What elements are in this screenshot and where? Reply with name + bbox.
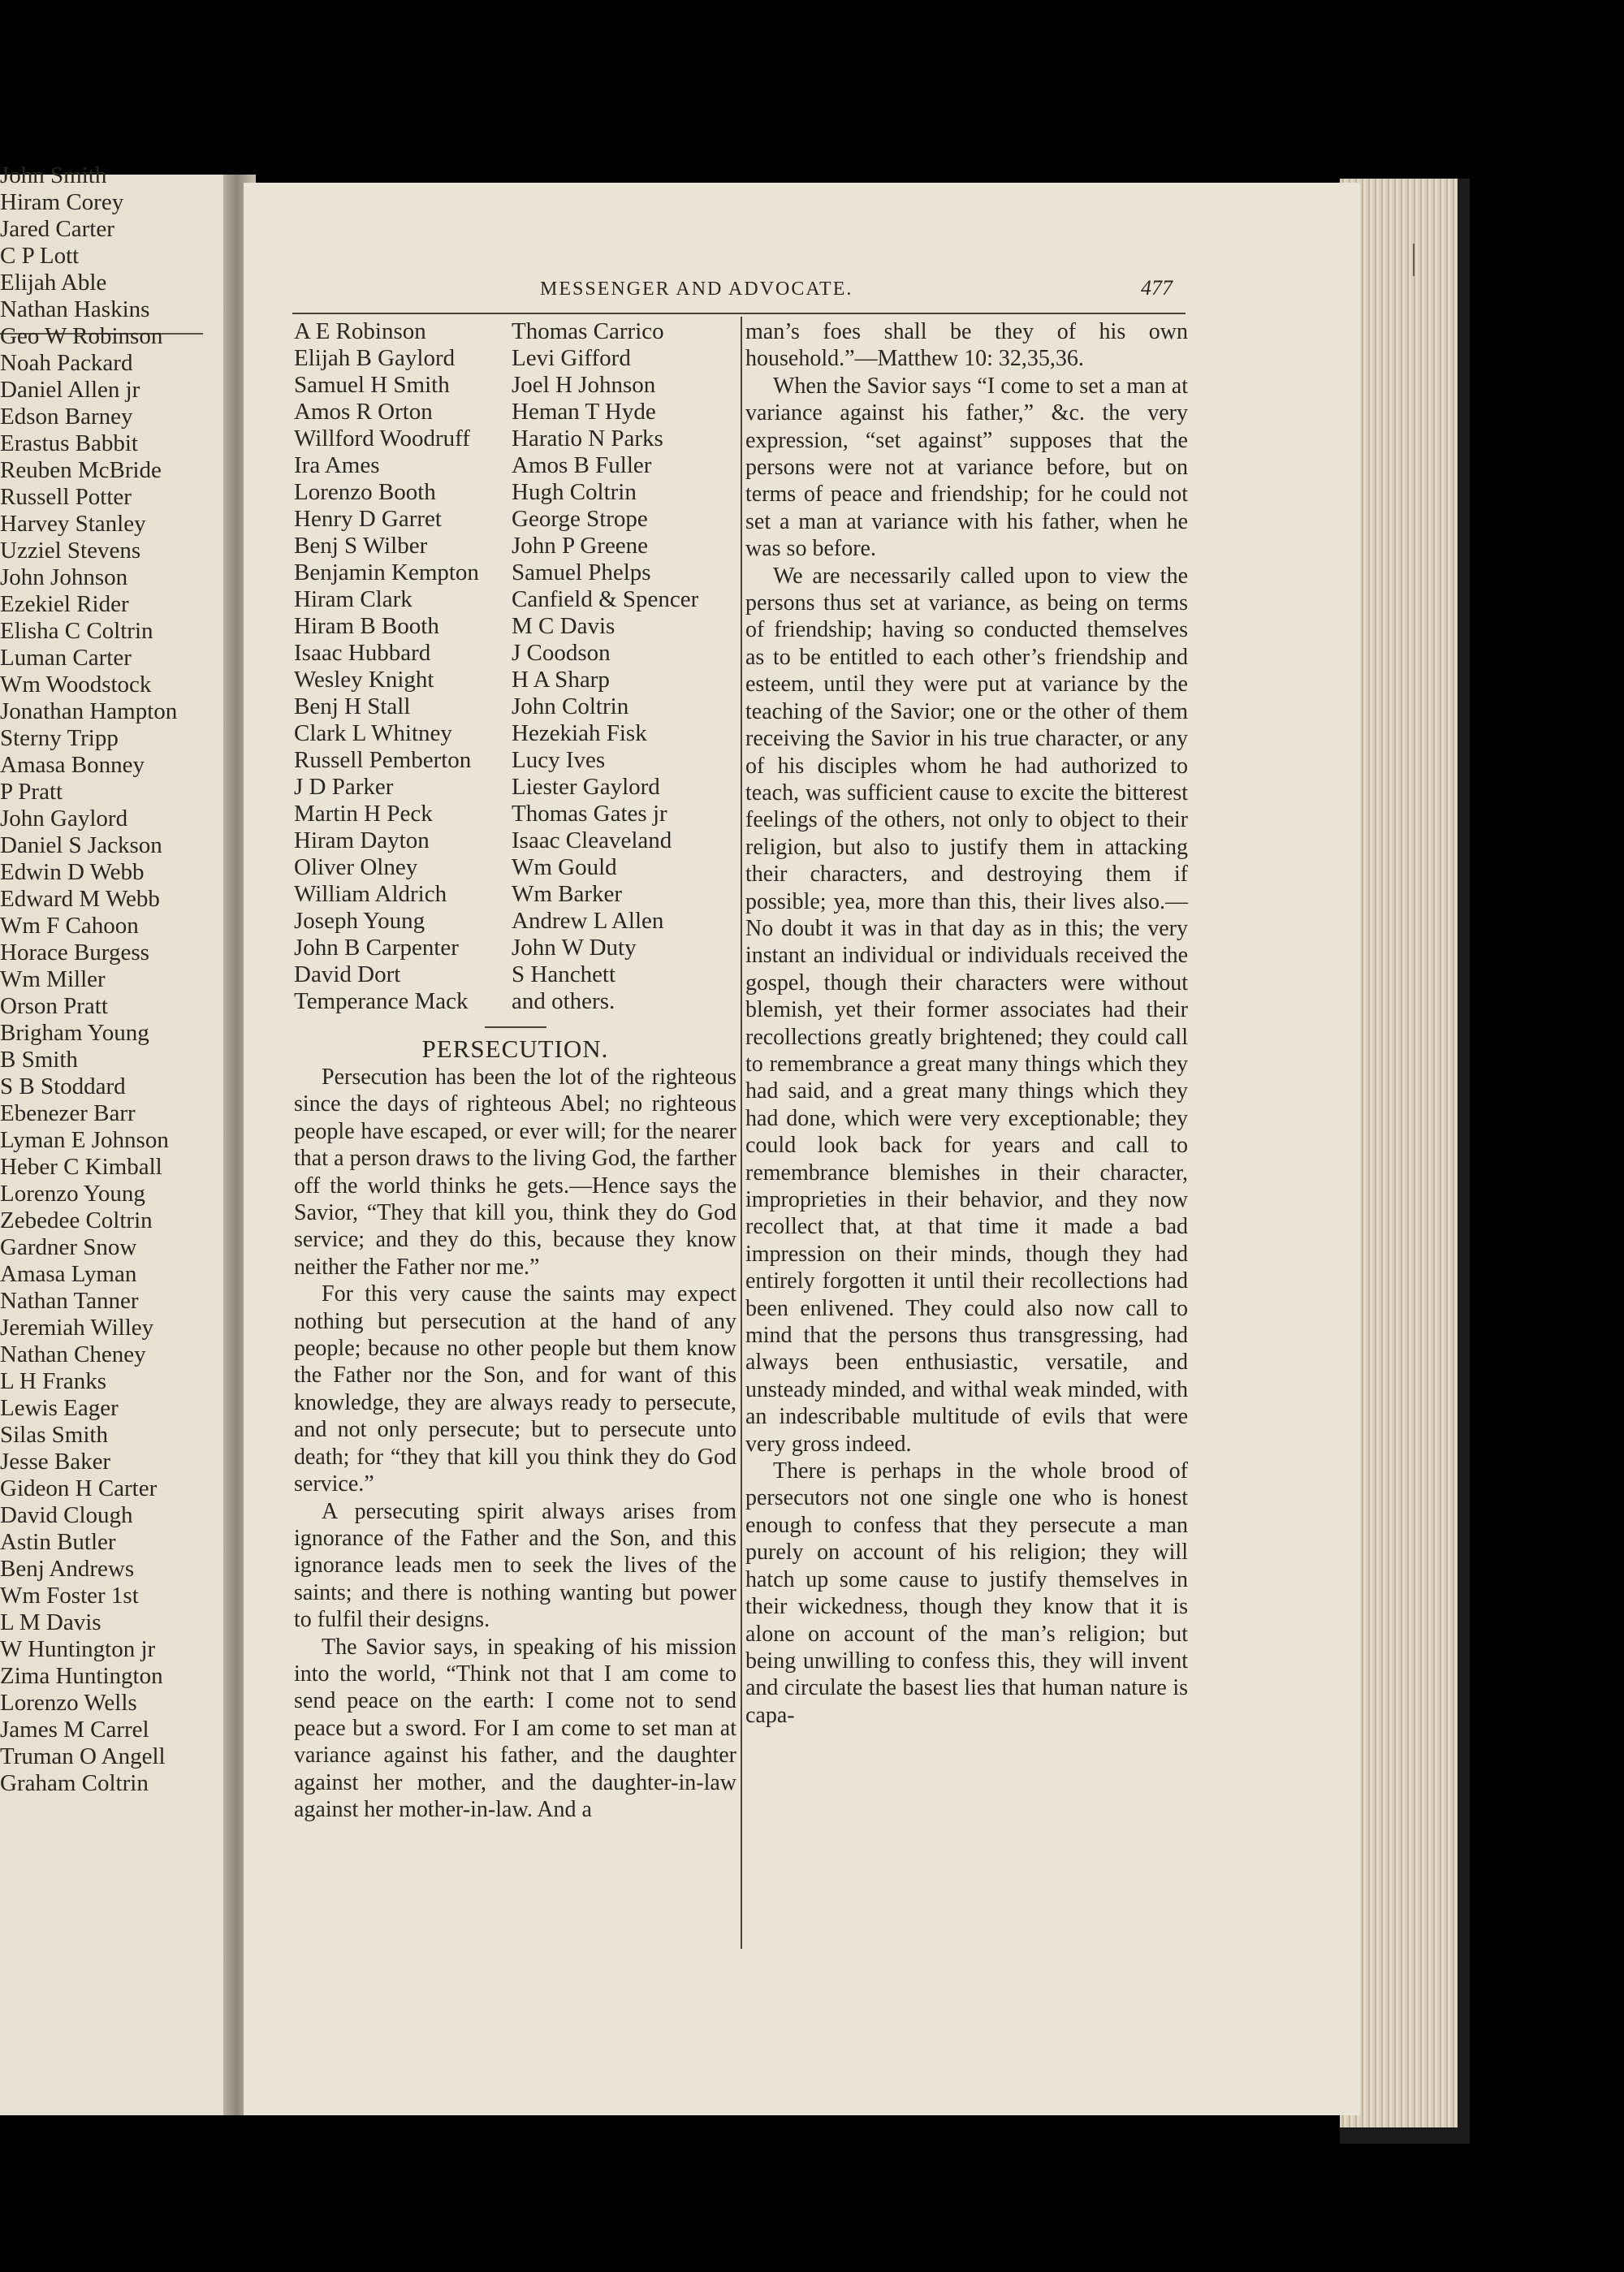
left-page-name: Silas Smith bbox=[0, 1422, 108, 1448]
names-row bbox=[294, 774, 736, 801]
left-page-name: Elisha C Coltrin bbox=[0, 618, 153, 644]
names-row bbox=[294, 854, 736, 881]
left-page-name: P Pratt bbox=[0, 779, 63, 805]
left-page-name: Jared Carter bbox=[0, 216, 114, 242]
subscriber-name: Clark L Whitney bbox=[294, 720, 452, 746]
left-page-name: W Huntington jr bbox=[0, 1636, 156, 1662]
left-page-name: Lorenzo Wells bbox=[0, 1690, 137, 1716]
left-page-name: Ezekiel Rider bbox=[0, 591, 129, 617]
subscriber-name: Wm Barker bbox=[512, 881, 623, 907]
left-page-name: S B Stoddard bbox=[0, 1073, 126, 1099]
subscriber-name: Liester Gaylord bbox=[512, 774, 660, 800]
left-page-names bbox=[0, 162, 235, 1797]
left-page-name: Harvey Stanley bbox=[0, 511, 146, 537]
left-page-name: Wm Foster 1st bbox=[0, 1583, 139, 1609]
left-page-name: Nathan Cheney bbox=[0, 1341, 146, 1367]
left-page-name: Lewis Eager bbox=[0, 1395, 119, 1421]
subscriber-name: Elijah B Gaylord bbox=[294, 345, 456, 371]
names-row bbox=[294, 908, 736, 935]
left-page-name: Hiram Corey bbox=[0, 189, 124, 215]
article-paragraph: Persecution has been the lot of the righteous since the days of righteous Abel; no righteous people have escaped, or ever will; for the nearer that a person draws to the living God, the farther off the world thinks he gets.—Hence says the Savior, “They that kill you, think they do God service; and they do this, because they know neither the Father nor me.” bbox=[294, 1065, 736, 1280]
names-row bbox=[294, 533, 736, 559]
left-page-name: Daniel Allen jr bbox=[0, 377, 140, 403]
subscriber-name: Benj S Wilber bbox=[294, 533, 428, 559]
left-page-name: Nathan Tanner bbox=[0, 1288, 139, 1314]
subscriber-name: Temperance Mack bbox=[294, 988, 469, 1014]
subscriber-name: S Hanchett bbox=[512, 961, 616, 987]
left-page-name: Amasa Lyman bbox=[0, 1261, 137, 1287]
right-column bbox=[745, 318, 1188, 1729]
left-page-name: Astin Butler bbox=[0, 1529, 116, 1555]
page-number: 477 bbox=[1141, 276, 1173, 300]
subscriber-name: Samuel Phelps bbox=[512, 559, 651, 585]
left-page-name: Uzziel Stevens bbox=[0, 538, 141, 564]
subscriber-name: Samuel H Smith bbox=[294, 372, 450, 398]
left-page-name: John Gaylord bbox=[0, 806, 128, 831]
subscriber-name: J D Parker bbox=[294, 774, 394, 800]
subscriber-name: Thomas Gates jr bbox=[512, 801, 667, 827]
names-row bbox=[294, 801, 736, 827]
article-left-text bbox=[294, 1064, 736, 1823]
article-heading: PERSECUTION. bbox=[421, 1034, 609, 1063]
header-rule bbox=[292, 313, 1186, 314]
left-page-name: Noah Packard bbox=[0, 350, 133, 376]
subscriber-name: Joseph Young bbox=[294, 908, 425, 934]
column-divider bbox=[741, 317, 742, 1949]
subscriber-name: William Aldrich bbox=[294, 881, 447, 907]
subscriber-name: Oliver Olney bbox=[294, 854, 418, 880]
left-page-name: Lorenzo Young bbox=[0, 1181, 145, 1207]
subscriber-name: George Strope bbox=[512, 506, 648, 532]
subscriber-name: Andrew L Allen bbox=[512, 908, 664, 934]
subscriber-name: Wesley Knight bbox=[294, 667, 434, 693]
left-page-name: Wm Woodstock bbox=[0, 672, 152, 698]
left-page-name: Sterny Tripp bbox=[0, 725, 119, 751]
subscriber-name: Ira Ames bbox=[294, 452, 380, 478]
left-page-name: Orson Pratt bbox=[0, 993, 108, 1019]
names-row bbox=[294, 345, 736, 372]
names-row bbox=[294, 720, 736, 747]
left-page-name: Brigham Young bbox=[0, 1020, 149, 1046]
subscriber-name: Russell Pemberton bbox=[294, 747, 472, 773]
subscriber-name: Hugh Coltrin bbox=[512, 479, 637, 505]
left-page-name: James M Carrel bbox=[0, 1717, 149, 1743]
subscriber-name: John P Greene bbox=[512, 533, 649, 559]
subscriber-name: Canfield & Spencer bbox=[512, 586, 699, 612]
names-row bbox=[294, 372, 736, 399]
subscriber-name: Hiram B Booth bbox=[294, 613, 439, 639]
article-paragraph: There is perhaps in the whole brood of persecutors not one single one who is honest enough to confess that they persecute a man purely on account of his religion; they will hatch up some cause to justify themselves in their wickedness, though they know that it is alone on account of the man’s religion; but being unwilling to confess this, they will invent and circulate the basest lies that human nature is capa- bbox=[745, 1458, 1188, 1728]
subscriber-name: J Coodson bbox=[512, 640, 611, 666]
names-row bbox=[294, 399, 736, 425]
names-row bbox=[294, 935, 736, 961]
subscriber-name: Benj H Stall bbox=[294, 693, 411, 719]
left-page-name: Edwin D Webb bbox=[0, 859, 145, 885]
left-page-name: Edward M Webb bbox=[0, 886, 160, 912]
left-page-name: B Smith bbox=[0, 1047, 78, 1073]
left-page-name: Erastus Babbit bbox=[0, 430, 138, 456]
subscriber-name: Haratio N Parks bbox=[512, 425, 663, 451]
left-page-name: Zebedee Coltrin bbox=[0, 1207, 153, 1233]
left-page-name: Zima Huntington bbox=[0, 1663, 163, 1689]
left-page-name: Elijah Able bbox=[0, 270, 107, 296]
left-column bbox=[294, 318, 736, 1823]
subscriber-name: Hiram Clark bbox=[294, 586, 412, 612]
names-row bbox=[294, 640, 736, 667]
names-row bbox=[294, 506, 736, 533]
left-page-name: Reuben McBride bbox=[0, 457, 162, 483]
subscriber-name: Amos B Fuller bbox=[512, 452, 652, 478]
subscriber-name: John B Carpenter bbox=[294, 935, 459, 961]
names-row bbox=[294, 559, 736, 586]
left-page-name: L M Davis bbox=[0, 1609, 102, 1635]
left-page-name: Jonathan Hampton bbox=[0, 698, 178, 724]
subscriber-name: Thomas Carrico bbox=[512, 318, 664, 344]
subscriber-name: Lorenzo Booth bbox=[294, 479, 436, 505]
ribbon-mark bbox=[1413, 244, 1415, 276]
names-row bbox=[294, 667, 736, 693]
subscriber-name: Levi Gifford bbox=[512, 345, 631, 371]
names-row bbox=[294, 881, 736, 908]
left-page-name: David Clough bbox=[0, 1502, 133, 1528]
left-page-name: L H Franks bbox=[0, 1368, 107, 1394]
names-row bbox=[294, 318, 736, 345]
subscriber-name: Benjamin Kempton bbox=[294, 559, 479, 585]
article-paragraph: man’s foes shall be they of his own household.”—Matthew 10: 32,35,36. bbox=[745, 319, 1188, 372]
left-page-name: Ebenezer Barr bbox=[0, 1100, 136, 1126]
left-page-name: John Smith bbox=[0, 162, 107, 188]
left-page-name: Jesse Baker bbox=[0, 1449, 111, 1475]
names-row bbox=[294, 452, 736, 479]
left-page-name: Wm F Cahoon bbox=[0, 913, 139, 939]
names-row bbox=[294, 693, 736, 720]
subscriber-name: Amos R Orton bbox=[294, 399, 433, 425]
left-page-name: Geo W Robinson bbox=[0, 323, 163, 349]
left-page-name: John Johnson bbox=[0, 564, 128, 590]
subscriber-name: Isaac Cleaveland bbox=[512, 827, 672, 853]
subscriber-name: Lucy Ives bbox=[512, 747, 606, 773]
left-page-name: Luman Carter bbox=[0, 645, 132, 671]
left-page-name: Daniel S Jackson bbox=[0, 832, 162, 858]
left-page-name: Graham Coltrin bbox=[0, 1770, 149, 1796]
subscriber-name: Isaac Hubbard bbox=[294, 640, 431, 666]
subscriber-names-table bbox=[294, 318, 736, 1015]
subscriber-name: Willford Woodruff bbox=[294, 425, 470, 451]
left-page-name: Wm Miller bbox=[0, 966, 106, 992]
left-page-name: Nathan Haskins bbox=[0, 296, 150, 322]
names-row bbox=[294, 425, 736, 452]
names-row bbox=[294, 586, 736, 613]
subscriber-name: John Coltrin bbox=[512, 693, 629, 719]
article-paragraph: For this very cause the saints may expect nothing but persecution at the hand of any people; because no other people but them know the Father nor the Son, and for want of this knowledge, they are always ready to persecute, and not only persecute; but to persecute unto death; for “they that kill you think they do God service.” bbox=[294, 1281, 736, 1497]
left-page-name: C P Lott bbox=[0, 243, 80, 269]
subscriber-name: Heman T Hyde bbox=[512, 399, 656, 425]
article-paragraph: The Savior says, in speaking of his mission into the world, “Think not that I am come to send peace on the earth: I come not to send peace but a sword. For I am come to set man at variance against his father, and the daughter against her mother, and the daughter-in-law against her mother-in-law. And a bbox=[294, 1634, 736, 1822]
article-paragraph: We are necessarily called upon to view the persons thus set at variance, as being on terms of friendship; having so conducted themselves as to be entitled to each other’s friendship and esteem, until they were put at variance by the teaching of the Savior; one or the other of them receiving the Savior in his true character, or any of his disciples whom he had authorized to teach, was sufficient cause to excite the bitterest feelings of the others, not only to object to their religion, but also to justify them in attacking their characters, and destroying them if possible; yea, more than this, their lives also.—No doubt it was in that day as in this; the very instant an individual or individuals received the gospel, though their characters were without blemish, yet their former associates had their recollections greatly brightened; they could call to remembrance a great many things which they had said, and a great many things which they had done, which were very exceptionable; they could look back for years and call to remembrance blemishes in their character, improprieties in their behavior, and they now recollect that, at that time it made a bad impression on their minds, though they had entirely forgotten it until their recollections had been enlivened. They could also now call to mind that the persons thus transgressing, had always been enthusiastic, versatile, and unsteady minded, and withal weak minded, with an indescribable multitude of evils that were very gross indeed. bbox=[745, 563, 1188, 1457]
subscriber-name: Hiram Dayton bbox=[294, 827, 430, 853]
left-page-name: Russell Potter bbox=[0, 484, 132, 510]
names-row bbox=[294, 961, 736, 988]
article-paragraph: When the Savior says “I come to set a man at variance against his father,” &c. the very expression, “set against” supposes that the persons were not at variance before, but on terms of peace and friendship; for he could not set a man at variance with his father, when he was so before. bbox=[745, 373, 1188, 562]
left-page-name: Heber C Kimball bbox=[0, 1154, 162, 1180]
article-right-text bbox=[745, 318, 1188, 1729]
left-page-name: Amasa Bonney bbox=[0, 752, 145, 778]
subscriber-name: Hezekiah Fisk bbox=[512, 720, 647, 746]
subscriber-name: David Dort bbox=[294, 961, 401, 987]
left-page-name: Jeremiah Willey bbox=[0, 1315, 154, 1341]
left-page-name: Benj Andrews bbox=[0, 1556, 135, 1582]
subscriber-name: John W Duty bbox=[512, 935, 637, 961]
subscriber-name: Martin H Peck bbox=[294, 801, 433, 827]
subscriber-name: H A Sharp bbox=[512, 667, 610, 693]
article-paragraph: A persecuting spirit always arises from ignorance of the Father and the Son, and this ignorance leads men to seek the lives of the saints; and there is nothing wanting but power to fulfil their designs. bbox=[294, 1498, 736, 1633]
left-page-name: Horace Burgess bbox=[0, 939, 149, 965]
subscriber-name: Henry D Garret bbox=[294, 506, 442, 532]
names-row bbox=[294, 827, 736, 854]
subscriber-name: M C Davis bbox=[512, 613, 615, 639]
names-row bbox=[294, 988, 736, 1015]
names-row bbox=[294, 479, 736, 506]
subscriber-name: A E Robinson bbox=[294, 318, 426, 344]
subscriber-name: Wm Gould bbox=[512, 854, 617, 880]
names-row bbox=[294, 613, 736, 640]
names-row bbox=[294, 747, 736, 774]
page-header-title: MESSENGER AND ADVOCATE. bbox=[540, 279, 853, 300]
subscriber-name: and others. bbox=[512, 988, 615, 1014]
subscriber-name: Joel H Johnson bbox=[512, 372, 656, 398]
left-page-name: Truman O Angell bbox=[0, 1743, 166, 1769]
left-page-name: Edson Barney bbox=[0, 404, 133, 430]
section-rule bbox=[485, 1026, 546, 1028]
left-page-name: Gideon H Carter bbox=[0, 1475, 158, 1501]
left-page-name: Lyman E Johnson bbox=[0, 1127, 169, 1153]
left-page-name: Gardner Snow bbox=[0, 1234, 137, 1260]
